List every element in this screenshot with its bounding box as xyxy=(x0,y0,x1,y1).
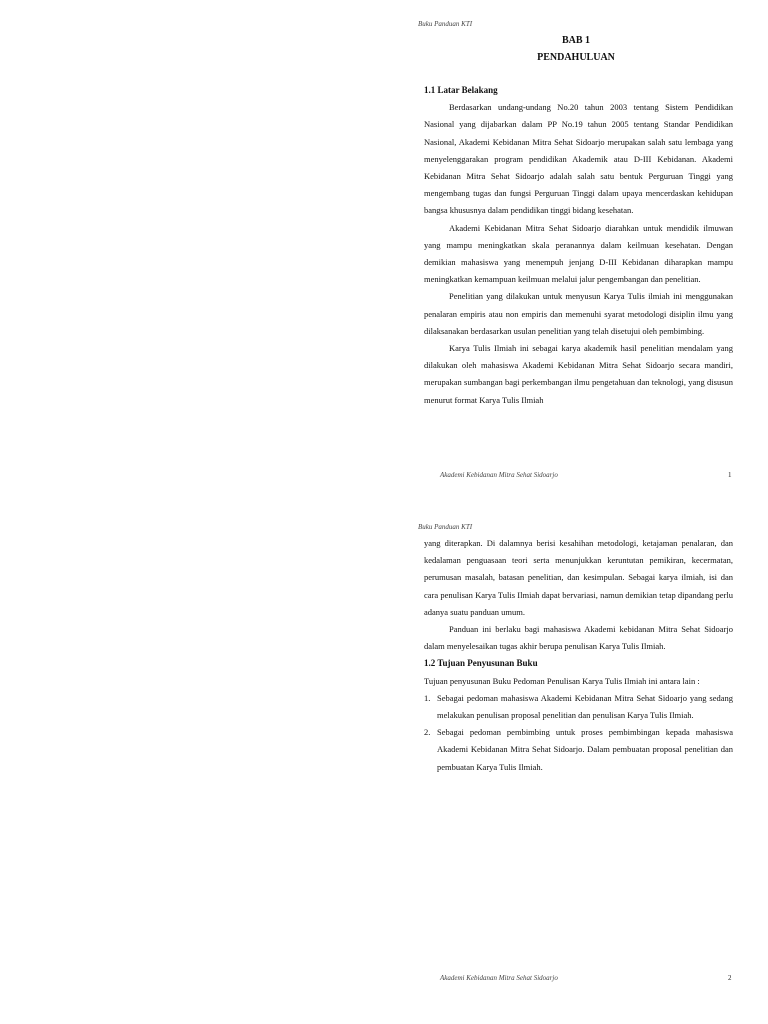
chapter-title: BAB 1 xyxy=(561,35,591,46)
section-heading: 1.1 Latar Belakang xyxy=(424,85,498,95)
paragraph: Akademi Kebidanan Mitra Sehat Sidoarjo diarahkan untuk mendidik ilmuwan yang mampu meningkatkan skala peranannya dalam keilmuan kesehatan. Dengan demikian mahasiswa yang menempuh jenjang D-III Kebidanan diharapkan mampu meningkatkan kemampuan keilmuan melalui jalur pengembangan dan penelitian. xyxy=(424,222,733,285)
page-content xyxy=(424,535,733,776)
page-number: 2 xyxy=(728,974,732,982)
running-header: Buku Panduan KTI xyxy=(418,523,473,531)
paragraph: Karya Tulis Ilmiah ini sebagai karya akademik hasil penelitian mendalam yang dilakukan oleh mahasiswa Akademi Kebidanan Mitra Sehat Sidoarjo secara mandiri, merupakan sumbangan bagi perkembangan ilmu pengetahuan dan teknologi, yang disusun menurut format Karya Tulis Ilmiah xyxy=(424,343,733,405)
list-item xyxy=(424,690,733,724)
goals-list xyxy=(424,690,733,776)
list-number: 1. xyxy=(424,692,431,703)
list-item xyxy=(424,724,733,776)
paragraph: Tujuan penyusunan Buku Pedoman Penulisan Karya Tulis Ilmiah ini antara lain : xyxy=(424,675,700,686)
list-text: Sebagai pedoman pembimbing untuk proses pembimbingan kepada mahasiswa Akademi Kebidanan Mitra Sehat Sidoarjo. Dalam pembuatan proposal penelitian dan pembuatan Karya Tulis Ilmiah. xyxy=(437,727,733,772)
list-text: Sebagai pedoman mahasiswa Akademi Kebidanan Mitra Sehat Sidoarjo yang sedang melakukan penulisan proposal penelitian dan penulisan Karya Tulis Ilmiah. xyxy=(437,692,733,721)
running-header: Buku Panduan KTI xyxy=(418,20,473,28)
section-heading: 1.2 Tujuan Penyusunan Buku xyxy=(424,658,538,669)
page-number: 1 xyxy=(728,471,732,479)
paragraph: Berdasarkan undang-undang No.20 tahun 2003 tentang Sistem Pendidikan Nasional yang dijabarkan dalam PP No.19 tahun 2005 tentang Standar Pendidikan Nasional, Akademi Kebidanan Mitra Sehat Sidoarjo merupakan salah satu lembaga yang menyelenggarakan program pendidikan Akademik atau D-III Kebidanan. Akademi Kebidanan Mitra Sehat Sidoarjo adalah salah satu bentuk Perguruan Tinggi yang mengembang tugas dan fungsi Perguruan Tinggi dalam upaya mencerdaskan kehidupan bangsa khususnya dalam pendidikan tinggi bidang kesehatan. xyxy=(424,102,733,216)
paragraph: Penelitian yang dilakukan untuk menyusun Karya Tulis ilmiah ini menggunakan penalaran empiris atau non empiris dan memenuhi syarat metodologi disiplin ilmu yang dilaksanakan berdasarkan usulan penelitian yang telah disetujui oleh pembimbing. xyxy=(424,291,733,336)
page-footer: Akademi Kebidanan Mitra Sehat Sidoarjo xyxy=(440,974,558,982)
list-number: 2. xyxy=(424,727,431,738)
page-footer: Akademi Kebidanan Mitra Sehat Sidoarjo xyxy=(440,471,558,479)
paragraph: yang diterapkan. Di dalamnya berisi kesahihan metodologi, ketajaman penalaran, dan kedalaman penguasaan teori serta menunjukkan keruntutan pemikiran, kecermatan, perumusan masalah, batasan penelitian, dan kesimpulan. Sebagai karya ilmiah, isi dan cara penulisan Karya Tulis Ilmiah dapat bervariasi, namun demikian tetap dipandang perlu adanya suatu panduan umum. xyxy=(424,538,733,617)
chapter-subtitle: PENDAHULUAN xyxy=(537,52,615,63)
page-content xyxy=(424,82,733,409)
document-page-2 xyxy=(0,512,768,1024)
paragraph: Panduan ini berlaku bagi mahasiswa Akademi kebidanan Mitra Sehat Sidoarjo dalam menyelesaikan tugas akhir berupa penulisan Karya Tulis Ilmiah. xyxy=(424,624,733,652)
